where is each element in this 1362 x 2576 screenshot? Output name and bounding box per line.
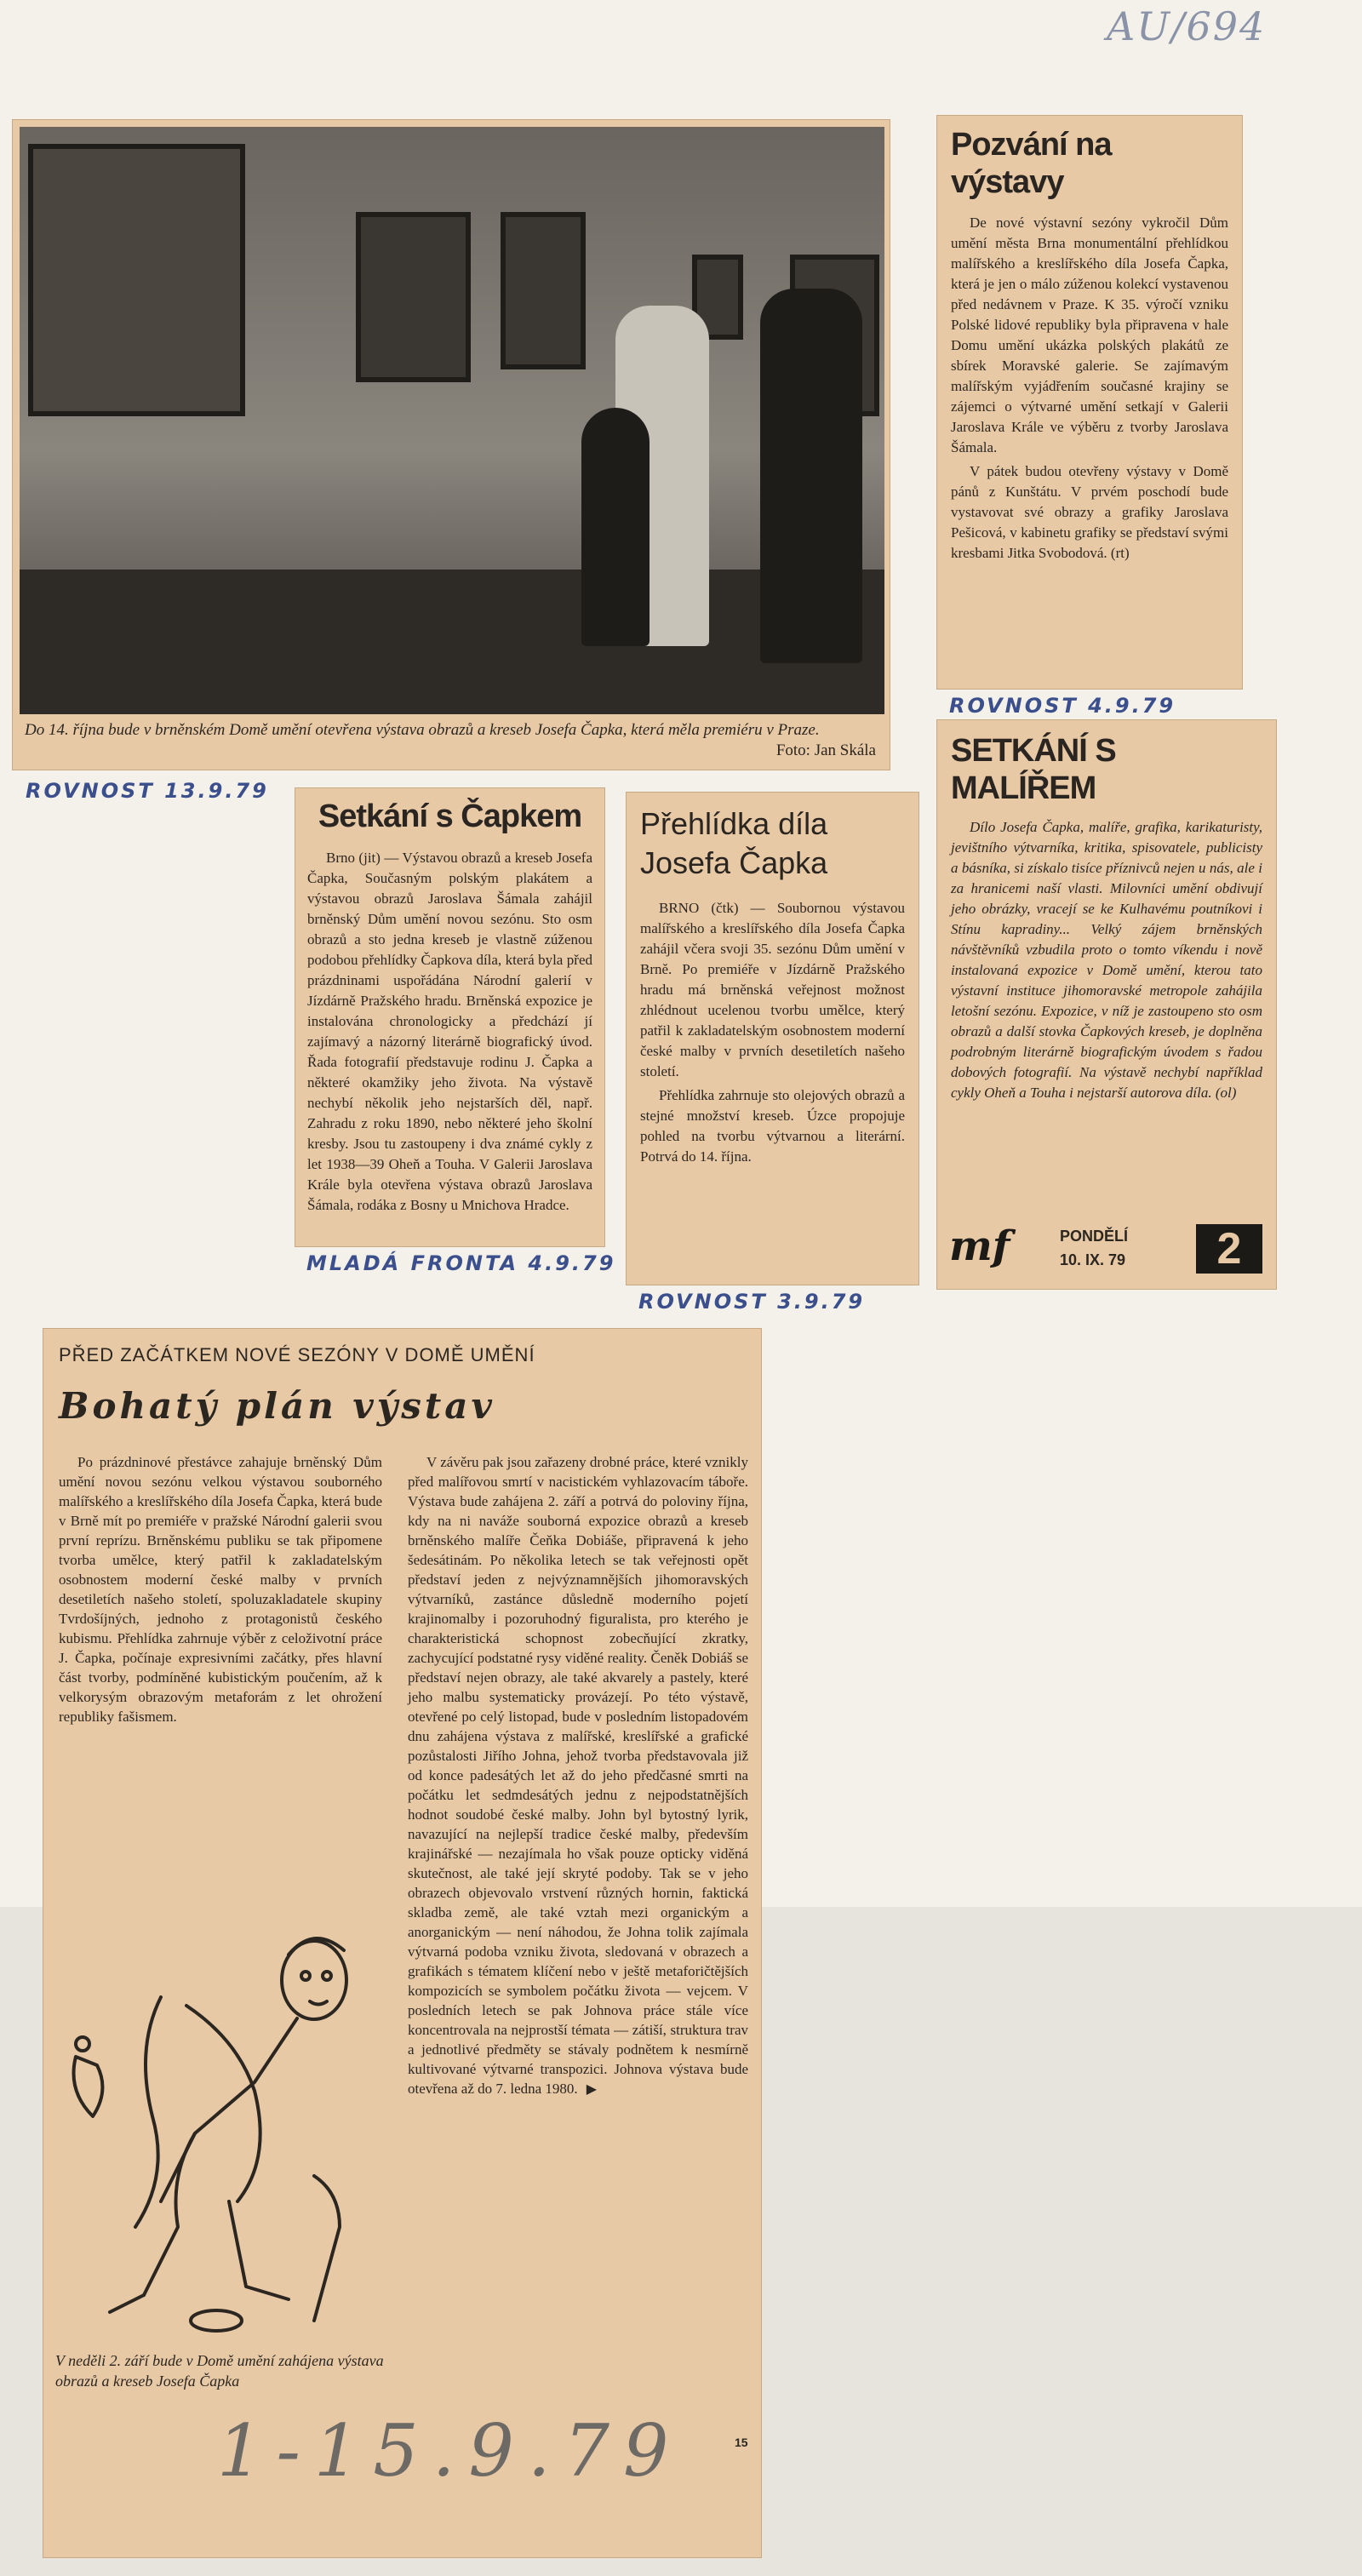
page-number: 15 (735, 2436, 748, 2449)
archive-number: AU/694 (1107, 3, 1267, 49)
article-pozvani (936, 115, 1243, 690)
continuation-arrow: ▶ (586, 2082, 597, 2097)
masthead-date: 10. IX. 79 (1060, 1251, 1126, 1268)
article-paragraph: V pátek budou otevřeny výstavy v Domě pánů z Kunštátu. V prvém poschodí bude vystavovat své obrazy a grafiky Jaroslava Pešicová, v kabinetu grafiky se představí svými kresbami Jitka Svobodová. (rt) (951, 463, 1228, 561)
source-label-prehlidka: ROVNOST 3.9.79 (638, 1290, 866, 1314)
exhibition-photo (20, 127, 884, 714)
article-column-left (59, 1452, 382, 1730)
article-title: SETKÁNÍ S MALÍŘEM (951, 733, 1116, 806)
drawing-caption: V neděli 2. září bude v Domě umění zahájena výstava obrazů a kreseb Josefa Čapka (55, 2352, 384, 2390)
photo-clipping (12, 119, 890, 770)
source-label-malirem: ROVNOST 4.9.79 (949, 694, 1176, 718)
article-paragraph: Brno (jit) — Výstavou obrazů a kreseb Josefa Čapka, Současným polským plakátem a výstavou obrazů Jaroslava Šámala zahájil brněnský Dům umění novou sezónu. Sto osm obrazů a sto jedna kreseb je vlastně zúženou podobou přehlídky Čapkova díla, která byla před prázdninami uspořádána Národní galerií v Jízdárně Pražského hradu. Brněnská expozice je instalována chronologicky a předchází jí zajímavý a názorný literárně biografický úvod. Řada fotografií představuje rodinu J. Čapka a některé okamžiky jeho života. Na výstavě nechybí několik jeho nejstarších děl, např. Zahradu z roku 1890, nebo některé jeho školní kresby. Jsou tu zastoupeny i dva známé cykly z let 1938—39 Oheň a Touha. V Galerii Jaroslava Krále byla otevřena výstava obrazů Jaroslava Šámala, rodáka z Bosny u Mnichova Hradce. (307, 850, 592, 1213)
article-title: Bohatý plán výstav (59, 1385, 495, 1427)
source-label-photo: ROVNOST 13.9.79 (26, 779, 269, 803)
mf-logo: mf (949, 1222, 1010, 1270)
capek-caricature-drawing (59, 1921, 382, 2346)
article-title: Pozvání na výstavy (951, 127, 1112, 200)
source-label-capkem: MLADÁ FRONTA 4.9.79 (306, 1251, 616, 1275)
article-title: Setkání s Čapkem (318, 799, 582, 834)
article-paragraph: Přehlídka zahrnuje sto olejových obrazů a stejné množství kreseb. Úzce propojuje pohled na tvorbu výtvarnou a literární. Potrvá do 14. října. (640, 1087, 905, 1165)
article-prehlidka (626, 792, 919, 1285)
masthead-page: 2 (1196, 1224, 1262, 1274)
masthead-day: PONDĚLÍ (1060, 1228, 1129, 1245)
article-paragraph: Po prázdninové přestávce zahajuje brněnský Dům umění novou sezónu velkou výstavou souborného malířského a kreslířského díla Josefa Čapka, která bude v Brně mít po premiéře v pražské Národní galerii svou první reprízu. Brněnskému publiku se tak připomene tvorba umělce, který patřil k zakladatelským osobnostem moderní české malby v prvních desetiletích našeho století, spoluzakladatele skupiny Tvrdošíjných, jednoho z protagonistů českého kubismu. Přehlídka zahrnuje výběr z celoživotní práce J. Čapka, počínaje expresivními začátky, přes hlavní část tvorby, podmíněné kubistickým poučením, až k velkorysým obrazovým metaforám z let ohrožení republiky fašismem. (59, 1454, 382, 1725)
article-paragraph: BRNO (čtk) — Soubornou výstavou malířského a kreslířského díla Josefa Čapka zahájil včera svoji 35. sezónu Dům umění v Brně. Po premiéře v Jízdárně Pražského hradu má brněnská veřejnost možnost zhlédnout ucelenou tvorbu umělce, který patřil k zakladatelským osobnostem moderní české malby v prvních desetiletích našeho století. (640, 900, 905, 1079)
article-paragraph: V závěru pak jsou zařazeny drobné práce, které vznikly před malířovou smrtí v nacistickém vyhlazovacím táboře. Výstava bude zahájena 2. září a potrvá do poloviny října, kdy na ni naváže souborná expozice obrazů a kreseb brněnského malíře Čeňka Dobiáše, připravená k jeho šedesátinám. Po několika letech se tak veřejnosti opět představí jeden z nejvýznamnějších jihomoravských výtvarníků, zastánce důsledně moderního pojetí krajinomalby i pozoruhodný figuralista, pro kterého je charakteristická schopnost zobecňující zkratky, zachycující podstatné rysy viděné reality. Čeněk Dobiáš se představí nejen obrazy, ale také akvarely a pastely, které jeho malbu systematicky provázejí. Po této výstavě, otevřené po celý listopad, bude v posledním listopadovém dnu zahájena výstava z malířské, kreslířské a grafické pozůstalosti Jiřího Johna, jehož tvorba představovala již od konce padesátých let až do jeho předčasné smrti na počátku let sedmdesátých jednu z nejpodstatnějších hodnot soudobé české malby. John byl bytostný lyrik, navazující na nejlepší tradice české malby, především krajinářské — nezajímala ho však pouze opticky viděná skutečnost, ale také její skryté podoby. Tak se v jeho obrazech objevovalo vrstvení různých hornin, faktická skladba země, ale také vztah mezi organickým a anorganickým — není náhodou, že Johna tolik zajímala výtvarná podoba vzniku života, sledovaná v obrazech a grafikách s tématem klíčení nebo v ještě metaforičtějších kompozicích se symbolem počátku života — vejcem. V posledních letech se pak Johnova práce stále více koncentrovala na nejprostší témata — zátiší, struktura trav a jednotlivé předměty se stávaly podnětem k nesmírně kultivované výtvarné transpozici. Johnova výstava bude otevřena až do 7. ledna 1980. ▶ (408, 1454, 748, 2097)
article-paragraph: De nové výstavní sezóny vykročil Dům umění města Brna monumentální přehlídkou malířského a kreslířského díla Josefa Čapka, která je jen o málo zúženou kolekcí vystavenou před nedávnem v Praze. K 35. výročí vzniku Polské lidové republiky byla připravena v hale Domu umění ukázka polských plakátů ze sbírek Moravské galerie. Se zajímavým malířským vyjádřením současné krajiny se zájemci o výtvarné umění setkají v Galerii Jaroslava Krále ve výběru z tvorby Jaroslava Šámala. (951, 215, 1228, 455)
masthead (949, 1222, 1266, 1275)
article-setkani-malirem (936, 719, 1277, 1290)
photo-caption: Do 14. října bude v brněnském Domě umění otevřena výstava obrazů a kreseb Josefa Čapka, která měla premiéru v Praze. Foto: Jan Skála (25, 721, 876, 759)
article-setkani-capkem (295, 787, 605, 1247)
article-kicker: PŘED ZAČÁTKEM NOVÉ SEZÓNY V DOMĚ UMĚNÍ (59, 1344, 535, 1365)
article-paragraph: Dílo Josefa Čapka, malíře, grafika, karikaturisty, jevištního výtvarníka, kritika, spisovatele, publicisty a básníka, si získalo tisíce příznivců nejen u nás, ale i za hranicemi naší vlasti. Milovníci umění obdivují jeho obrázky, vracejí se ke Kulhavému poutníkovi i Stínu kapradiny... Velký zájem brněnských návštěvníků vzbudila proto o tomto víkendu i nově instalovaná expozice v Domě umění, kterou tato výstavní instituce jihomoravské metropole zahájila letošní sezónu. Expozice, v níž je zastoupeno sto osm obrazů a další stovka Čapkových kreseb, je doplněna podrobným literárně biografickým úvodem s řadou dobových fotografií. Na výstavě nechybí například cykly Oheň a Touha i nejstarší autorova díla. (ol) (951, 819, 1262, 1101)
article-title: Přehlídka díla Josefa Čapka (640, 806, 828, 880)
article-column-right (408, 1452, 748, 2103)
article-bohaty-plan (43, 1328, 762, 2558)
handwritten-date: 1-15.9.79 (217, 2409, 683, 2493)
